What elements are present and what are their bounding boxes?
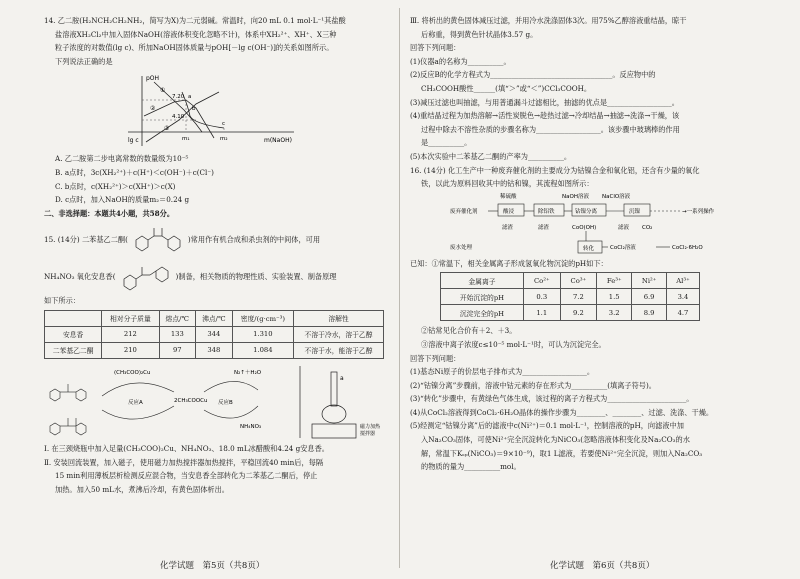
q15-line2b: )制备，相关物质的物理性质、实验装置、制备原理	[175, 271, 337, 281]
apparatus-label-a: a	[340, 374, 344, 382]
q14-option-a: A. 乙二胺第二步电离常数的数量级为10⁻⁵	[55, 154, 189, 164]
q16-question: (4)从CoCl₂溶液得到CoCl₂·6H₂O晶体的操作步骤为________、________、过滤、洗涤、干燥。	[410, 407, 714, 417]
flow-bottom: CoCl₂·6H₂O	[672, 244, 703, 251]
table-header-cell: Co²⁺	[523, 273, 560, 289]
flow-raw-material: 废弃催化剂	[450, 208, 478, 215]
table-cell: 1.084	[232, 342, 293, 358]
q15-line1a: 15. (14分) 二苯基乙二酮(	[44, 234, 128, 244]
table-row	[441, 305, 700, 321]
scheme-right-top: N₂↑＋H₂O	[234, 369, 262, 376]
q15-step3: 后称重，得到黄色针状晶体3.57 g。	[421, 29, 538, 39]
table-header-cell: Al³⁺	[666, 273, 699, 289]
table-cell: 3.2	[597, 305, 632, 321]
table-cell: 沉淀完全的pH	[441, 305, 524, 321]
flow-reagent: NaClO溶液	[602, 193, 631, 200]
q15-line1b: )常用作有机合成和杀虫剂的中间体，可用	[187, 234, 321, 244]
question-14	[44, 14, 390, 207]
flowchart-svg	[410, 191, 770, 257]
point-c: c	[222, 121, 226, 128]
tick-4-10: 4.10	[172, 114, 185, 121]
q14-stem-line: 粒子浓度的对数值(lg c)、所加NaOH固体质量与pOH[－lg c(OH⁻)]的关系如图所示。	[55, 43, 334, 53]
q15-question: (4)重结晶过程为加热溶解→活性炭脱色→趁热过滤→冷却结晶→抽滤→洗涤→干燥，该	[410, 111, 680, 121]
flow-below: 滤渣	[502, 224, 514, 231]
q16-question: (1)基态Ni原子的价层电子排布式为__________________。	[410, 367, 595, 377]
table-row	[45, 326, 384, 342]
q15-question: (2)反应B的化学方程式为__________________________________。反应物中的	[410, 70, 656, 80]
table-cell: 安息香	[45, 326, 102, 342]
q15-step: Ⅰ. 在三颈烧瓶中加入足量(CH₃COO)₂Cu、NH₄NO₃、18.0 mL冰醋酸和4.24 g安息香。	[44, 443, 329, 453]
table-header-row	[441, 273, 700, 289]
q16-question: (2)“钴镍分离”步骤前，溶液中钴元素的存在形式为__________(填离子符号)。	[410, 380, 656, 390]
flow-reagent: NaOH溶液	[562, 193, 589, 200]
scheme-cu-product: 2CH₃COOCu	[174, 397, 208, 404]
table-cell: 97	[159, 342, 196, 358]
right-page-footer: 化学试题 第6页（共8页）	[550, 561, 655, 571]
table-cell: 二苯基乙二酮	[45, 342, 102, 358]
table-header-cell: 熔点/℃	[159, 310, 196, 326]
table-header-cell	[45, 310, 102, 326]
table-header-cell: 相对分子质量	[102, 310, 159, 326]
table-header-cell: 沸点/℃	[196, 310, 233, 326]
flow-reagent: 稀硫酸	[500, 193, 517, 200]
scheme-nh4no3: NH₄NO₃	[240, 423, 262, 430]
tick-m2: m₂	[220, 136, 228, 143]
table-header-cell: Fe³⁺	[597, 273, 632, 289]
flow-bottom: CoCl₂溶液	[610, 244, 636, 251]
q16-known-intro: 已知：①常温下，相关金属离子形成氢氧化物沉淀的pH如下：	[410, 258, 608, 268]
table-header-cell: Co³⁺	[560, 273, 597, 289]
q16-ph-table	[440, 272, 700, 321]
q15-step: 加热。加入50 mL水，煮沸后冷却，有黄色固体析出。	[55, 484, 229, 494]
table-header-cell: 密度/(g·cm⁻³)	[232, 310, 293, 326]
table-cell: 6.9	[632, 289, 667, 305]
q15-question: (3)减压过滤也叫抽滤，与用普通漏斗过滤相比，抽滤的优点是__________________。	[410, 97, 679, 107]
apparatus-label-2: 搅拌器	[360, 430, 376, 437]
table-cell: 348	[196, 342, 233, 358]
q16-known: ②钴常见化合价有＋2、＋3。	[421, 326, 517, 336]
table-cell: 0.3	[523, 289, 560, 305]
table-cell: 212	[102, 326, 159, 342]
scheme-reaction-b: 反应B	[218, 399, 233, 406]
right-page	[400, 0, 800, 579]
question-15	[44, 220, 390, 496]
table-cell: 210	[102, 342, 159, 358]
q15-question: 是__________。	[421, 138, 472, 148]
table-cell: 1.5	[597, 289, 632, 305]
q15-line3: 如下所示：	[44, 296, 80, 306]
q15-step3: Ⅲ. 将析出的黄色固体减压过滤，并用冷水洗涤固体3次。用75%乙醇溶液重结晶，晾干	[410, 16, 687, 25]
q14-graph-svg	[124, 72, 304, 150]
flow-box-label: 沉镍	[629, 208, 641, 215]
curve-label-2: ②	[150, 105, 156, 113]
table-cell: 344	[196, 326, 233, 342]
table-cell: 1.310	[232, 326, 293, 342]
tick-m1: m₁	[182, 136, 190, 143]
tick-7-20: 7.20	[172, 94, 185, 101]
q16-question: 解，常温下Kₛₚ(NiCO₃)＝9×10⁻⁹)，取1 L滤液，若要使Ni²⁺完全沉淀，则加入Na₂CO₃	[421, 448, 703, 458]
three-neck-flask	[322, 405, 346, 423]
scheme-svg	[44, 362, 390, 442]
q16-question: 入Na₂CO₃固体，可使Ni²⁺完全沉淀转化为NiCO₃(忽略溶液体积变化及Na₂CO₃的水	[421, 435, 690, 445]
section-heading: 二、非选择题：本题共4小题，共58分。	[44, 208, 175, 218]
q14-stem-line: 14. 乙二胺(H₂NCH₂CH₂NH₂，简写为X)为二元弱碱。常温时，向20 mL 0.1 mol·L⁻¹其盐酸	[44, 16, 346, 25]
flow-end: →一系列操作	[682, 208, 715, 215]
benzoin-structure	[116, 259, 176, 293]
q14-stem-line: 下列说法正确的是	[55, 56, 113, 66]
q14-option-b: B. a点时，3c(XH₂²⁺)＋c(H⁺)＜c(OH⁻)＋c(Cl⁻)	[55, 167, 214, 177]
x-axis-label: m(NaOH)	[264, 137, 292, 145]
q14-stem-line: 盐溶液XH₂Cl₂中加入固体NaOH(溶液体积变化忽略不计)，体系中XH₂²⁺、XH⁺、X三种	[55, 29, 337, 39]
table-cell: 7.2	[560, 289, 597, 305]
q16-question: (5)经测定“钴镍分离”后的滤液中c(Ni²⁺)＝0.1 mol·L⁻¹，控制溶液的pH，向滤液中加	[410, 421, 684, 431]
q16-known: ③溶液中离子浓度c≤10⁻⁵ mol·L⁻¹时，可认为沉淀完全。	[421, 339, 606, 349]
benzil-structure	[128, 222, 188, 256]
point-b: b	[192, 106, 196, 113]
table-row	[441, 289, 700, 305]
curve-label-1: ①	[160, 87, 166, 95]
q15-question: 过程中除去不溶性杂质的步骤名称为__________________。该步骤中玻璃棒的作用	[421, 124, 680, 134]
flow-box-label: 转化	[583, 245, 595, 252]
table-cell: 不溶于水，能溶于乙醇	[294, 342, 384, 358]
table-cell: 9.2	[560, 305, 597, 321]
flow-below: CoO(OH)	[572, 224, 597, 231]
table-cell: 133	[159, 326, 196, 342]
curve-label-3: ③	[164, 125, 170, 133]
flow-below: 滤渣	[538, 224, 550, 231]
left-page-footer: 化学试题 第5页（共8页）	[160, 561, 265, 571]
flow-box-label: 钴镍分离	[575, 208, 598, 215]
q14-option-c: C. b点时，c(XH₂²⁺)＞c(XH⁺)＞c(X)	[55, 181, 176, 191]
q16-stem-line: 铁，以此为原料回收其中的钴和镍，其流程如图所示：	[421, 179, 594, 189]
q14-option-d: D. c点时，加入NaOH的质量m₂＝0.24 g	[55, 195, 190, 205]
flow-below: 滤液	[618, 224, 630, 231]
q15-property-table	[44, 310, 384, 359]
q15-step: Ⅱ. 安装回流装置，加入磁子，使用磁力加热搅拌器加热搅拌，平稳回流40 min后，每隔	[44, 457, 324, 467]
table-row	[45, 342, 384, 358]
q16-question: 的物质的量为__________mol。	[421, 462, 521, 472]
y-axis-label: pOH	[146, 75, 160, 83]
q15-question: CH₃COOH酸性______(填“＞”或“＜”)CCl₃COOH。	[421, 83, 592, 93]
table-cell: 不溶于冷水，溶于乙醇	[294, 326, 384, 342]
table-cell: 8.9	[632, 305, 667, 321]
q16-question: (3)“转化”步骤中，有黄绿色气体生成，该过程的离子方程式为______________________。	[410, 394, 694, 404]
flow-box-label: 除铝铁	[538, 208, 555, 215]
point-a: a	[188, 94, 192, 101]
q15-line2a: NH₄NO₃ 氧化安息香(	[44, 271, 116, 281]
q14-graph	[124, 72, 304, 150]
table-cell: 3.4	[666, 289, 699, 305]
answer-intro: 回答下列问题：	[410, 353, 461, 363]
q15-step: 15 min利用薄板层析检测反应混合物，当安息香全部转化为二苯基乙二酮后，停止	[55, 471, 318, 481]
table-header-cell: Ni²⁺	[632, 273, 667, 289]
q16-flowchart	[410, 191, 770, 257]
table-header-cell: 溶解性	[294, 310, 384, 326]
flow-box-label: 酸浸	[503, 208, 515, 215]
table-cell: 开始沉淀的pH	[441, 289, 524, 305]
reflux-condenser	[331, 372, 337, 406]
answer-intro: 回答下列问题：	[410, 43, 461, 53]
scheme-reaction-a: 反应A	[128, 399, 143, 406]
origin-label: lg c	[128, 137, 139, 145]
q15-question: (1)仪器a的名称为__________。	[410, 56, 511, 66]
apparatus-label-1: 磁力加热	[360, 423, 381, 430]
table-cell: 1.1	[523, 305, 560, 321]
table-header-row	[45, 310, 384, 326]
question-16	[410, 164, 770, 474]
magnetic-stirrer	[312, 424, 356, 438]
scheme-reagent-top: (CH₃COO)₂Cu	[114, 369, 151, 376]
flow-bottom: 废水处理	[450, 244, 473, 251]
q15-question: (5)本次实验中二苯基乙二酮的产率为__________。	[410, 151, 572, 161]
table-cell: 4.7	[666, 305, 699, 321]
q15-reaction-scheme	[44, 362, 390, 442]
q16-stem-line: 16. (14分) 化工生产中一种废弃催化剂的主要成分为钴镍合金和氧化铝，还含有少量的氧化	[410, 165, 700, 175]
table-header-cell: 金属离子	[441, 273, 524, 289]
flow-below: CO₂	[642, 224, 653, 231]
